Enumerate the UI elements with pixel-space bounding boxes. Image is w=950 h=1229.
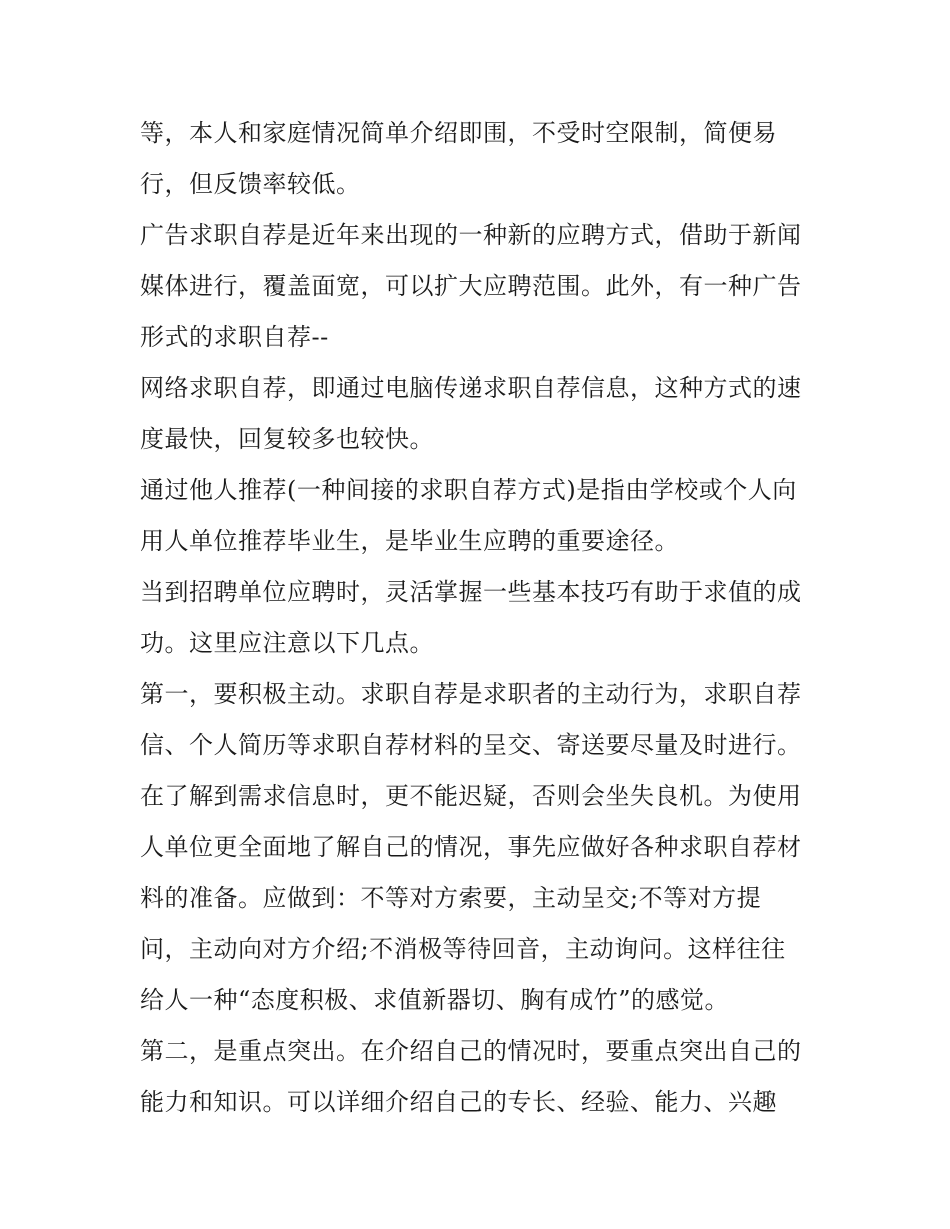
- text-line: 行，但反馈率较低。: [140, 170, 361, 198]
- text-line: 第一，要积极主动。求职自荐是求职者的主动行为，求职自荐: [140, 680, 802, 708]
- text-line: 形式的求职自荐--: [140, 323, 329, 351]
- text-line: 通过他人推荐(一种间接的求职自荐方式)是指由学校或个人向: [140, 476, 797, 504]
- text-line: 能力和知识。可以详细介绍自己的专长、经验、能力、兴趣: [140, 1088, 777, 1116]
- text-line: 等，本人和家庭情况简单介绍即围，不受时空限制，简便易: [140, 119, 777, 147]
- text-line: 广告求职自荐是近年来出现的一种新的应聘方式，借助于新闻: [140, 221, 802, 249]
- text-line: 用人单位推荐毕业生，是毕业生应聘的重要途径。: [140, 527, 679, 555]
- body-text: [140, 108, 820, 1128]
- text-line: 媒体进行，覆盖面宽，可以扩大应聘范围。此外，有一种广告: [140, 272, 802, 300]
- text-line: 信、个人简历等求职自荐材料的呈交、寄送要尽量及时进行。: [140, 731, 802, 759]
- text-line: 给人一种“态度积极、求值新器切、胸有成竹”的感觉。: [140, 986, 730, 1014]
- text-line: 度最快，回复较多也较快。: [140, 425, 434, 453]
- text-line: 第二，是重点突出。在介绍自己的情况时，要重点突出自己的: [140, 1037, 802, 1065]
- text-line: 料的准备。应做到：不等对方索要，主动呈交;不等对方提: [140, 884, 762, 912]
- text-line: 问，主动向对方介绍;不消极等待回音，主动询问。这样往往: [140, 935, 786, 963]
- text-line: 功。这里应注意以下几点。: [140, 629, 434, 657]
- text-line: 在了解到需求信息时，更不能迟疑，否则会坐失良机。为使用: [140, 782, 802, 810]
- text-line: 当到招聘单位应聘时，灵活掌握一些基本技巧有助于求值的成: [140, 578, 802, 606]
- text-line: 人单位更全面地了解自己的情况，事先应做好各种求职自荐材: [140, 833, 802, 861]
- text-line: 网络求职自荐，即通过电脑传递求职自荐信息，这种方式的速: [140, 374, 802, 402]
